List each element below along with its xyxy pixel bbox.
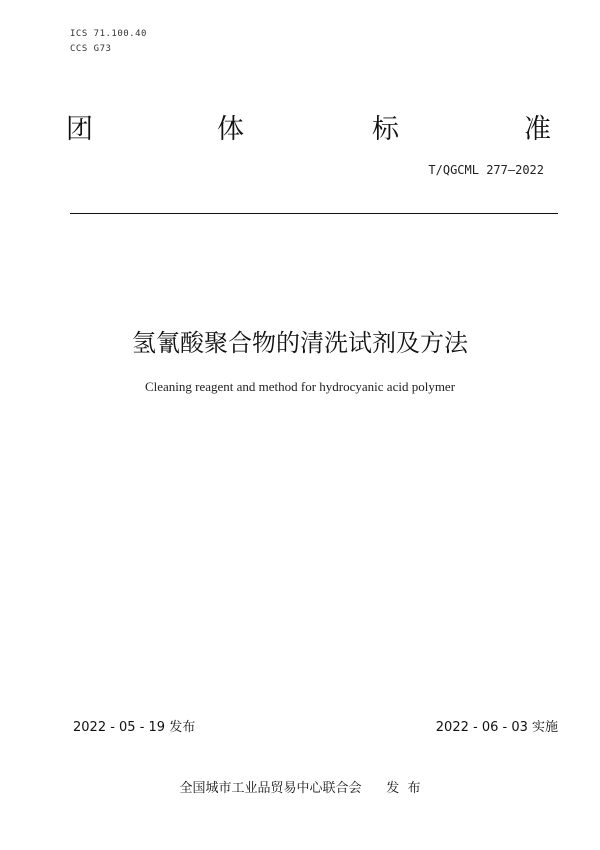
issue-date: 2022 - 05 - 19 发布 <box>73 720 196 735</box>
standard-type-char-2: 体 <box>217 114 244 145</box>
standard-number: T/QGCML 277—2022 <box>428 163 544 177</box>
standard-type-char-3: 标 <box>372 114 399 145</box>
implementation-date: 2022 - 06 - 03 实施 <box>435 720 558 735</box>
title-chinese: 氢氰酸聚合物的清洗试剂及方法 <box>132 329 468 357</box>
issuer-name: 全国城市工业品贸易中心联合会 <box>179 781 362 796</box>
ics-code: ICS 71.100.40 <box>70 29 147 39</box>
standard-type-char-4: 准 <box>524 114 551 145</box>
ccs-code: CCS G73 <box>70 44 112 54</box>
standard-type-char-1: 团 <box>66 114 93 145</box>
issuer-action: 发 布 <box>386 781 421 796</box>
title-english: Cleaning reagent and method for hydrocyanic acid polymer <box>144 379 456 394</box>
header-divider <box>70 213 558 214</box>
issuer-line <box>0 777 600 796</box>
